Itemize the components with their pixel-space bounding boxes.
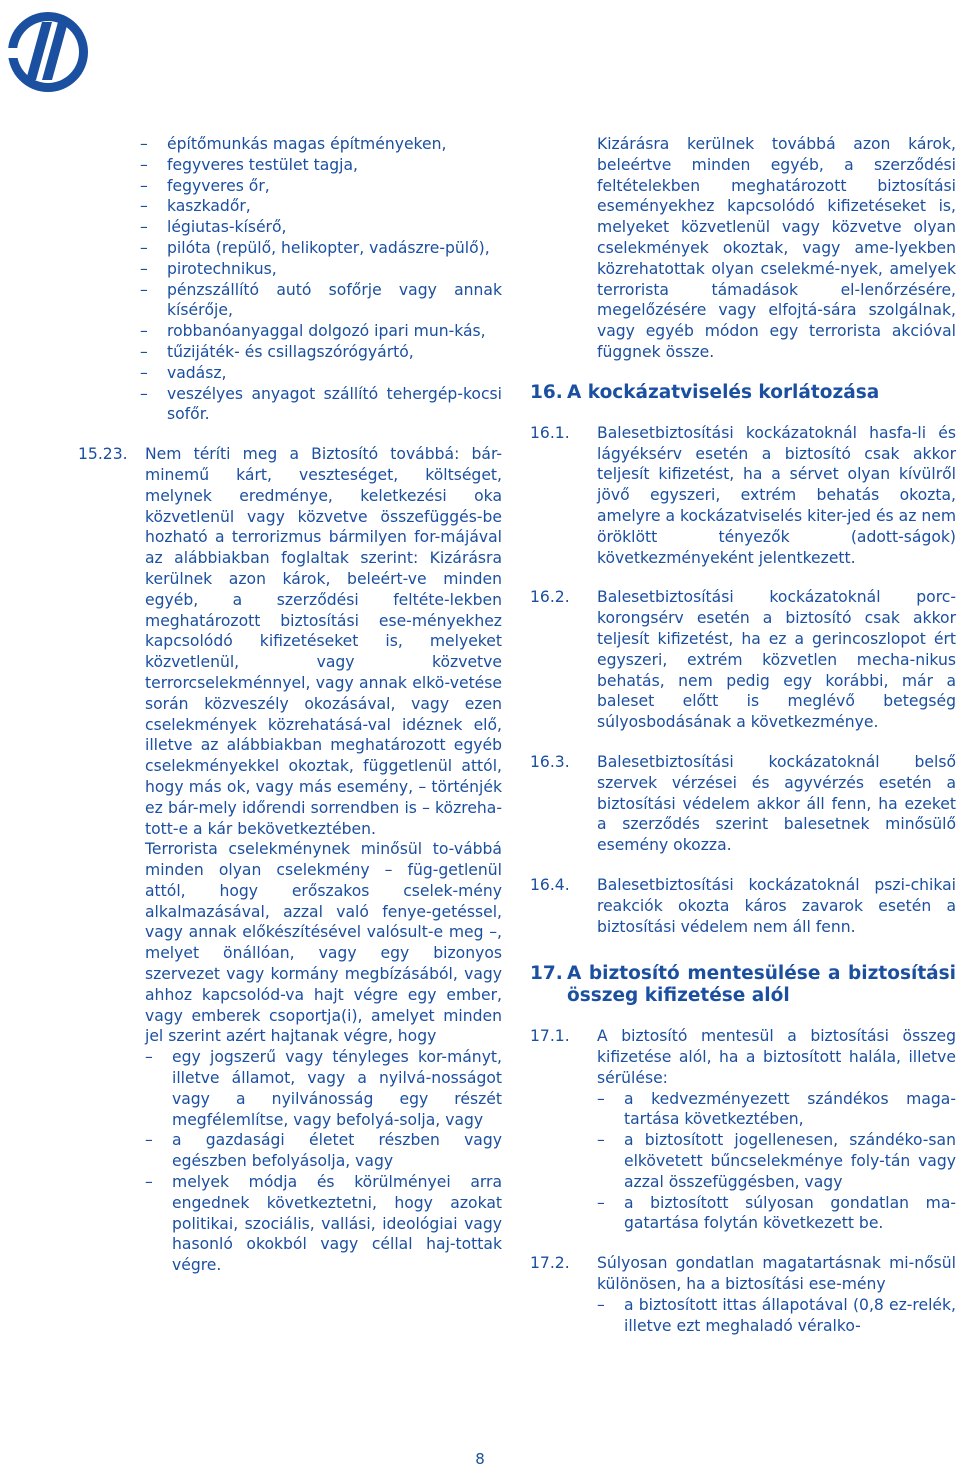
section-16-3: 16.3. Balesetbiztosítási kockázatoknál belső szervek vérzései és agyvérzés esetén a biztosítási védelem akkor áll fenn, ha ezeket a szerződés szerint balesetnek minősülő esemény okozza. (530, 752, 956, 855)
paragraph: Nem téríti meg a Biztosító továbbá: bár-minemű kárt, veszteséget, költséget, melynek eredménye, keletkezési oka közvetlenül vagy közvetve összefüggés-be hozható a terrorizmus bármilyen for-májával az alábbiakban foglaltak szerint: Kizárásra kerülnek azon károk, beleért-ve minden egyéb, a szerződési feltéte-lekben meghatározott biztosítási ese-ményekhez kapcsolódó kifizetéseket is, melyeket közvetlenül, vagy közvetve terrorcselekménnyel, vagy annak elkö-vetése során közveszély okozásával, vagy ezen cselekmények közrehatásá-val idéznek elő, illetve az alábbiakban meghatározott egyéb cselekményekkel okoztak, függetlenül attól, hogy más ok, vagy más esemény, – történjék ez bár-mely időrendi sorrendben is – közreha-tott-e a kár bekövetkeztében. (145, 445, 502, 838)
list-item: – robbanóanyaggal dolgozó ipari mun-kás, (140, 322, 486, 341)
list-item: – a biztosított jogellenesen, szándéko-san elkövetett bűncselekménye foly-tán vagy azzal összefüggésben, vagy (597, 1131, 956, 1191)
list-item: – egy jogszerű vagy tényleges kor-mányt, illetve államot, vagy a nyilvá-nosságot vagy a nyilvánosság egy részét megfélemlítse, vagy befolyá-solja, vagy (145, 1048, 502, 1129)
list-item: – pilóta (repülő, helikopter, vadászre-pülő), (140, 238, 490, 257)
heading-17: 17. A biztosító mentesülése a biztosítási összeg kifizetése alól (530, 963, 956, 1007)
occupation-list (140, 134, 502, 425)
paragraph: Terrorista cselekménynek minősül to-vábbá minden olyan cselekmény – füg-getlenül attól, hogy erőszakos cselek-mény alkalmazásával, azzal való fenye-getéssel, vagy annak előkészítésével valósult-e meg –, melyet önállóan, vagy egy bizonyos szervezet vagy kormány megbízásából, vagy ahhoz kapcsolód-va hajt végre egy ember, vagy emberek csoportja(i), amelyet minden jel szerint azért hajtanak végre, hogy (145, 840, 502, 1046)
section-16-1: 16.1. Balesetbiztosítási kockázatoknál hasfa-li és lágyéksérv esetén a biztosító csak akkor teljesít kifizetést, ha a sérvet olyan kívülről jövő egyszeri, extrém behatás okozta, amelyre a kockázatviselés kiter-jed és az nem öröklött tényezők (adott-ságok) következményeként jelentkezett. (530, 423, 957, 567)
list-item: – veszélyes anyagot szállító tehergép-kocsi sofőr. (140, 384, 502, 424)
negligence-list (597, 1295, 956, 1337)
intro-paragraph: Kizárásra kerülnek továbbá azon károk, beleértve minden egyéb, a szerződési feltételekben meghatározott biztosítási eseményekhez kapcsolódó kifizetéseket is, melyeket közvetlenül vagy közvetve olyan cselekmények okoztak, vagy ame-lyekben közrehatottak olyan cselekmé-nyek, amelyek terrorista támadások el-lenőrzésére, megelőzésére vagy elfojtá-sára szolgálnak, vagy egyéb módon egy terrorista akcióval függnek össze. (597, 135, 956, 361)
section-16-2: 16.2. Balesetbiztosítási kockázatoknál porc-korongsérv esetén a biztosító csak akkor teljesít kifizetést, ha ez a gerincoszlopot ért egyszeri, extrém közvetlen mecha-nikus behatás, nem pedig egy korábbi, már a baleset előtt is meglévő betegség súlyosbodásának a következménye. (530, 588, 956, 732)
condition-list (145, 1047, 502, 1276)
right-column (530, 134, 956, 1336)
list-item: – tűzijáték- és csillagszórógyártó, (140, 342, 414, 361)
list-item: – a biztosított ittas állapotával (0,8 ez-relék, illetve ezt meghaladó véralko- (597, 1295, 956, 1335)
list-item: – fegyveres testület tagja, (140, 155, 359, 174)
heading-16: 16. A kockázatviselés korlátozása (530, 381, 880, 403)
page-number: 8 (475, 1450, 485, 1468)
list-item: – légiutas-kísérő, (140, 218, 287, 237)
list-item: – a gazdasági életet részben vagy egészben befolyásolja, vagy (145, 1131, 502, 1171)
list-item: – fegyveres őr, (140, 176, 270, 195)
section-16-4: 16.4. Balesetbiztosítási kockázatoknál pszi-chikai reakciók okozta káros zavarok esetén a biztosítási védelem nem áll fenn. (530, 875, 956, 936)
list-item: – melyek módja és körülményei arra engednek következtetni, hogy azokat politikai, szociális, vallási, ideológiai vagy hasonló okokból vagy céllal haj-tottak végre. (145, 1173, 502, 1275)
list-item: – vadász, (140, 363, 227, 382)
company-logo (4, 8, 88, 96)
section-17-1: 17.1. A biztosító mentesül a biztosítási összeg kifizetése alól, ha a biztosított halála, illetve sérülése: – a kedvezményezett szándékos maga-tartása következtében, – a biztosított jogellenesen, szándéko-san elkövetett bűncselekménye foly-tán vagy azzal összefüggésben, vagy – a biztosított súlyosan gondatlan ma-gatartása folytán következett be. (530, 1027, 956, 1233)
exemption-list (597, 1089, 956, 1235)
left-column (78, 134, 502, 1276)
section-17-2: 17.2. Súlyosan gondatlan magatartásnak mi-nősül különösen, ha a biztosítási ese-mény – a biztosított ittas állapotával (0,8 ez-relék, illetve ezt meghaladó véralko- (530, 1254, 956, 1335)
list-item: – a kedvezményezett szándékos maga-tartása következtében, (597, 1089, 956, 1129)
list-item: – a biztosított súlyosan gondatlan ma-gatartása folytán következett be. (597, 1193, 956, 1233)
section-15-23 (78, 444, 502, 1276)
list-item: – kaszkadőr, (140, 197, 251, 216)
list-item: – pirotechnikus, (140, 259, 277, 278)
list-item: – építőmunkás magas építményeken, (140, 135, 447, 153)
list-item: – pénzszállító autó sofőrje vagy annak kísérője, (140, 280, 502, 320)
section-number: 15.23. (78, 445, 128, 464)
